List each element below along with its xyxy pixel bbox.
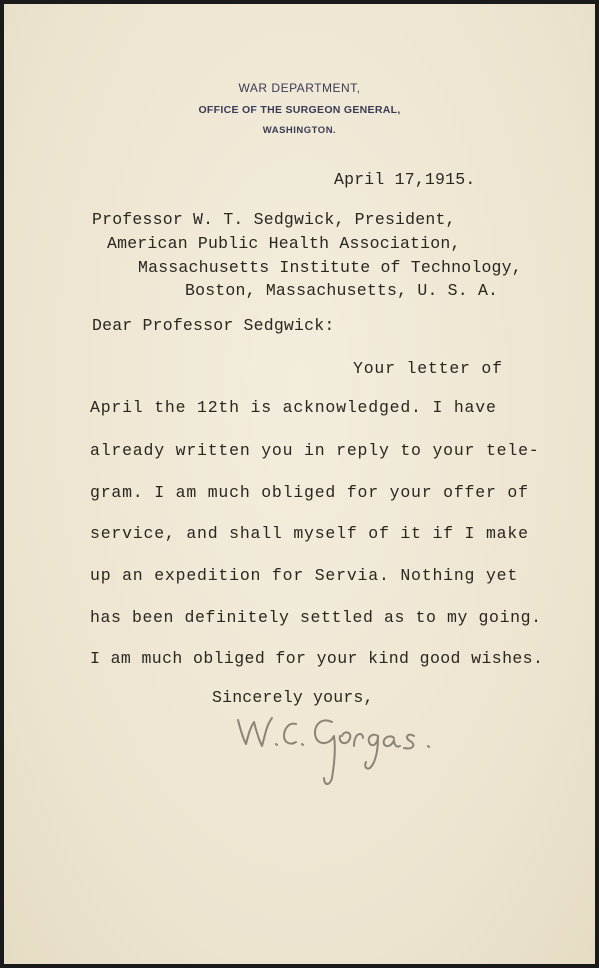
body-line: Your letter of xyxy=(353,359,503,378)
letterhead-office: OFFICE OF THE SURGEON GENERAL, xyxy=(198,104,401,116)
salutation: Dear Professor Sedgwick: xyxy=(92,316,335,335)
body-line: gram. I am much obliged for your offer of xyxy=(90,483,529,502)
address-line: Boston, Massachusetts, U. S. A. xyxy=(185,281,499,300)
body-line: I am much obliged for your kind good wishes. xyxy=(90,649,544,668)
address-line: Massachusetts Institute of Technology, xyxy=(138,258,522,277)
body-line: has been definitely settled as to my going. xyxy=(90,608,542,627)
letter-page xyxy=(4,4,595,964)
closing: Sincerely yours, xyxy=(212,688,374,707)
letterhead-department: WAR DEPARTMENT, xyxy=(238,81,361,95)
body-line: already written you in reply to your tele- xyxy=(90,441,540,460)
address-line: American Public Health Association, xyxy=(107,234,461,253)
body-line: April the 12th is acknowledged. I have xyxy=(90,398,497,417)
handwritten-signature xyxy=(232,706,482,796)
address-line: Professor W. T. Sedgwick, President, xyxy=(92,210,456,229)
body-line: service, and shall myself of it if I make xyxy=(90,524,529,543)
letter-date: April 17,1915. xyxy=(334,170,476,189)
body-line: up an expedition for Servia. Nothing yet xyxy=(90,566,519,585)
letterhead-city: WASHINGTON. xyxy=(262,125,337,136)
